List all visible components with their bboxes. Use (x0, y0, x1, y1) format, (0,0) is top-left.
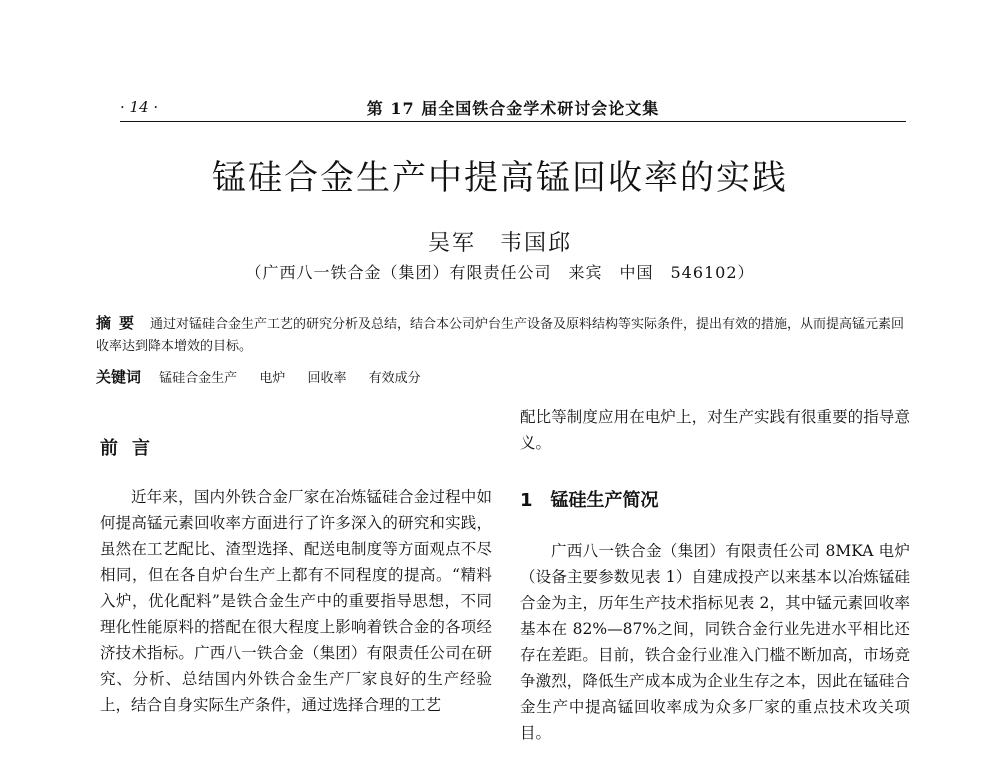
authors: 吴军 韦国邱 (427, 231, 572, 256)
preface-paragraph: 近年来，国内外铁合金厂家在冶炼锰硅合金过程中如何提高锰元素回收率方面进行了许多深入的研究和实践，虽然在工艺配比、渣型选择、配送电制度等方面观点不尽相同，但在各自炉台生产上都有不同程度的提高。“精料入炉，优化配料”是铁合金生产中的重要指导思想，不同理化性能原料的搭配在很大程度上影响着铁合金的各项经济技术指标。广西八一铁合金（集团）有限责任公司在研究、分析、总结国内外铁合金生产厂家良好的生产经验上，结合自身实际生产条件，通过选择合理的工艺 (100, 488, 492, 714)
keywords (96, 366, 911, 387)
keyword: 回收率 (307, 371, 347, 386)
section-heading-1 (520, 486, 659, 512)
abstract (96, 312, 911, 358)
section-number: 1 (520, 490, 533, 511)
abstract-text: 通过对锰硅合金生产工艺的研究分析及总结，结合本公司炉台生产设备及原料结构等实际条件，提出有效的措施，从而提高锰元素回收率达到降本增效的目标。 (96, 317, 905, 354)
continued-paragraph: 配比等制度应用在电炉上，对生产实践有很重要的指导意义。 (520, 408, 910, 452)
header-rule (120, 121, 906, 122)
page-number: · 14 · (120, 98, 159, 116)
running-header (120, 94, 906, 122)
section-heading-preface: 前言 (100, 438, 164, 459)
journal-title: 第 17 届全国铁合金学术研讨会论文集 (366, 99, 660, 118)
section-1-paragraph: 广西八一铁合金（集团）有限责任公司 8MKA 电炉（设备主要参数见表 1）自建成投产以来基本以冶炼锰硅合金为主，历年生产技术指标见表 2，其中锰元素回收率基本在 82%—87%之间，同铁合金行业先进水平相比还存在差距。目前，铁合金行业准入门槛不断加高，市场竞争激烈，降低生产成本成为企业生存之本，因此在锰硅合金生产中提高锰回收率成为众多厂家的重点技术攻关项目。 (520, 542, 910, 742)
abstract-label: 摘要 (96, 314, 143, 332)
affiliation: （广西八一铁合金（集团）有限责任公司 来宾 中国 546102） (245, 263, 755, 282)
section-title: 锰硅生产简况 (550, 490, 659, 511)
keyword: 有效成分 (368, 371, 421, 386)
paper-title: 锰硅合金生产中提高锰回收率的实践 (212, 158, 788, 198)
keyword: 电炉 (259, 371, 286, 386)
keyword: 锰硅合金生产 (159, 371, 238, 386)
keywords-label: 关键词 (96, 368, 142, 386)
